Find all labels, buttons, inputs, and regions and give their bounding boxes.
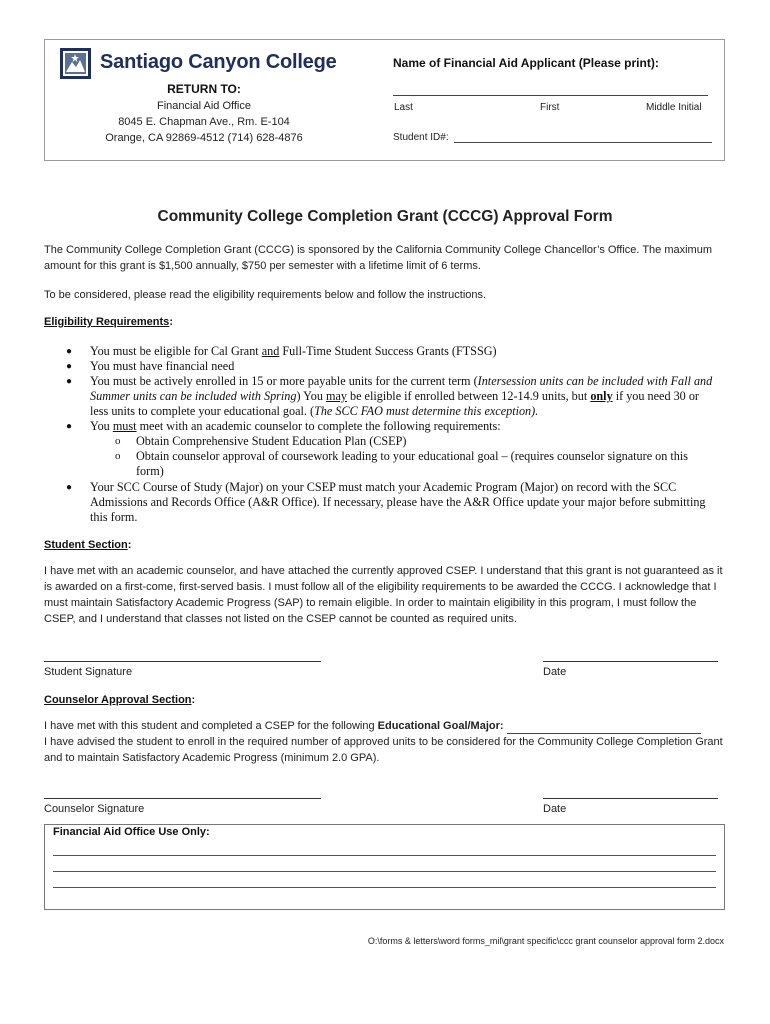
- bullet-icon: ●: [66, 421, 73, 432]
- return-to-label: RETURN TO:: [167, 82, 241, 96]
- college-logo: [60, 48, 350, 82]
- list-item: ● You must be eligible for Cal Grant and Full-Time Student Success Grants (FTSSG): [66, 344, 497, 358]
- counselor-goal-line: I have met with this student and completed a CSEP for the following Educational Goal/Major:: [44, 718, 724, 734]
- list-item: ● Your SCC Course of Study (Major) on your CSEP must match your Academic Program (Major) on record with the SCC Admissions and Records Office (A&R Office). If necessary, please have the A&R Office update your major before submitting this form.: [66, 480, 706, 524]
- student-signature-field[interactable]: [44, 661, 321, 662]
- educational-goal-field[interactable]: [507, 722, 701, 734]
- sub-list-item: o Obtain counselor approval of coursework leading to your educational goal – (requires counselor signature on this form): [115, 449, 689, 478]
- office-use-heading: Financial Aid Office Use Only:: [53, 826, 210, 838]
- counselor-signature-label: Counselor Signature: [44, 803, 145, 815]
- file-path-footer: O:\forms & letters\word forms_mil\grant specific\ccc grant counselor approval form 2.docx: [367, 936, 724, 946]
- intro-paragraph: The Community College Completion Grant (CCCG) is sponsored by the California Community College Chancellor’s Office. The maximum amount for this grant is $1,500 annually, $750 per semester with a lifetime limit of 6 terms.: [44, 244, 713, 272]
- college-name: Santiago Canyon College: [100, 51, 337, 73]
- student-section-text: I have met with an academic counselor, and have attached the currently approved CSEP. I understand that this grant is not guaranteed as it is awarded on a first-come, first-served basis. I must follow all of the eligibility requirements to be awarded the CCCG. I acknowledge that I must maintain Satisfactory Academic Progress (SAP) to remain eligible. In order to maintain eligibility in this program, I must follow the CSEP, and I understand that classes not listed on the CSEP cannot be counted as required units.: [44, 565, 723, 625]
- student-id-label: Student ID#:: [393, 132, 449, 143]
- student-date-label: Date: [543, 666, 567, 678]
- student-section-heading: Student Section:: [44, 539, 132, 551]
- return-address-line-3: Orange, CA 92869-4512 (714) 628-4876: [105, 132, 303, 144]
- list-item: ● You must have financial need: [66, 359, 235, 373]
- eligibility-heading: Eligibility Requirements:: [44, 316, 173, 328]
- bullet-icon: ●: [66, 376, 73, 387]
- counselor-signature-field[interactable]: [44, 798, 321, 799]
- student-id-row: [393, 132, 712, 143]
- counselor-date-field[interactable]: [543, 798, 718, 799]
- bullet-icon: ●: [66, 346, 73, 357]
- office-use-line-3[interactable]: [53, 887, 716, 888]
- middle-initial-label: Middle Initial: [646, 102, 702, 113]
- list-item: ● You must be actively enrolled in 15 or more payable units for the current term (Intersession units can be included with Fall and Summer units can be included with Spring) You may be eligible if enrolled between 12-14.9 units, but only if you need 30 or less units to complete your educational goal. (The SCC FAO must determine this exception).: [66, 374, 713, 418]
- list-item: ● You must meet with an academic counselor to complete the following requirements:: [66, 419, 501, 433]
- counselor-date-label: Date: [543, 803, 567, 815]
- first-name-label: First: [540, 102, 560, 113]
- counselor-section-heading: Counselor Approval Section:: [44, 694, 196, 706]
- last-name-label: Last: [394, 102, 413, 113]
- sub-list-item: o Obtain Comprehensive Student Education Plan (CSEP): [115, 434, 407, 448]
- form-title: Community College Completion Grant (CCCG) Approval Form: [157, 208, 613, 225]
- bullet-icon: ●: [66, 361, 73, 372]
- student-id-field[interactable]: [454, 132, 712, 143]
- applicant-name-label: Name of Financial Aid Applicant (Please print):: [393, 56, 659, 70]
- college-seal-icon: [60, 48, 91, 79]
- bullet-icon: ●: [66, 482, 73, 493]
- student-date-field[interactable]: [543, 661, 718, 662]
- office-use-line-1[interactable]: [53, 855, 716, 856]
- student-signature-label: Student Signature: [44, 666, 133, 678]
- office-use-line-2[interactable]: [53, 871, 716, 872]
- instructions-paragraph: To be considered, please read the eligibility requirements below and follow the instructions.: [44, 289, 487, 301]
- return-address-line-1: Financial Aid Office: [157, 100, 251, 112]
- applicant-name-field[interactable]: [393, 95, 708, 96]
- counselor-advice-text: I have advised the student to enroll in the required number of approved units to be considered for the Community College Completion Grant and to maintain Satisfactory Academic Progress (minimum 2.0 GPA).: [44, 736, 723, 764]
- return-address-line-2: 8045 E. Chapman Ave., Rm. E-104: [118, 116, 290, 128]
